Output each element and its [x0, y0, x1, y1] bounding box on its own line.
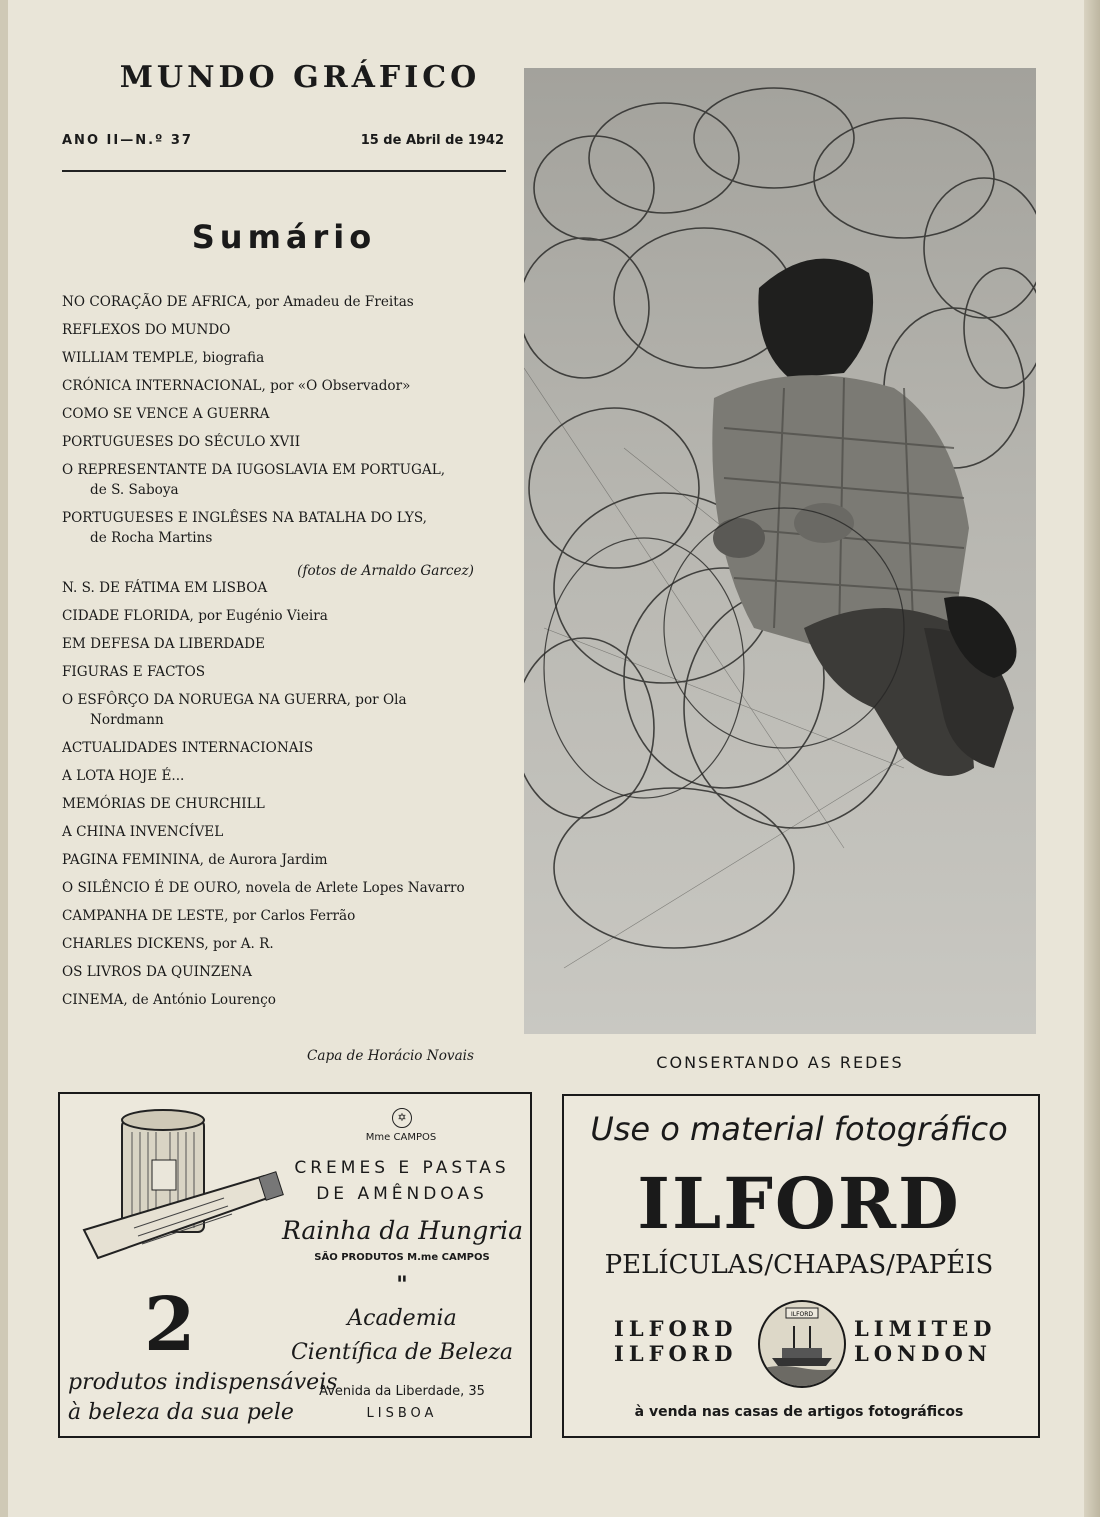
list-item: EM DEFESA DA LIBERDADE	[62, 636, 265, 652]
list-item: N. S. DE FÁTIMA EM LISBOA	[62, 580, 268, 596]
company-name-line: ILFORD	[614, 1316, 738, 1341]
issue-line	[62, 133, 504, 153]
page-edge	[1084, 0, 1100, 1517]
academy-name: Científica de Beleza	[290, 1340, 514, 1365]
list-item	[62, 690, 522, 730]
list-item: WILLIAM TEMPLE, biografia	[62, 350, 265, 366]
cover-credit: Capa de Horácio Novais	[307, 1048, 474, 1064]
list-item: PORTUGUESES DO SÉCULO XVII	[62, 434, 301, 450]
company-name-line: ILFORD	[614, 1341, 738, 1366]
company-name	[854, 1316, 997, 1366]
company-name	[614, 1316, 737, 1366]
ad-headline: DE AMÊNDOAS	[316, 1184, 488, 1204]
brand-logo: ILFORD	[637, 1162, 961, 1245]
masthead-title: MUNDO GRÁFICO	[119, 60, 481, 95]
quote-mark: "	[396, 1272, 408, 1298]
page-edge	[0, 0, 8, 1517]
issue-date: 15 de Abril de 1942	[360, 133, 504, 148]
divider	[62, 170, 506, 172]
fisherman-mending-nets-image	[524, 68, 1036, 1034]
ad-headline: CREMES E PASTAS	[294, 1158, 510, 1178]
star-emblem-icon: ✡	[392, 1108, 412, 1128]
list-item-text: PORTUGUESES E INGLÊSES NA BATALHA DO LYS,	[62, 510, 428, 526]
list-item: CRÓNICA INTERNACIONAL, por «O Observador»	[62, 378, 411, 394]
photo-caption: CONSERTANDO AS REDES	[656, 1053, 904, 1072]
ilford-advertisement	[562, 1094, 1040, 1438]
company-name-line: LIMITED	[854, 1316, 997, 1341]
issue-number: ANO II—N.º 37	[62, 133, 193, 148]
list-item-author: de Rocha Martins	[90, 530, 213, 546]
list-item-text: O REPRESENTANTE DA IUGOSLAVIA EM PORTUGAL,	[62, 462, 446, 478]
list-item: A LOTA HOJE É...	[62, 768, 185, 784]
list-item	[62, 460, 522, 500]
brand-name: Mme CAMPOS	[365, 1132, 437, 1143]
list-item: CAMPANHA DE LESTE, por Carlos Ferrão	[62, 908, 356, 924]
list-item-author: de S. Saboya	[90, 482, 179, 498]
list-item: CINEMA, de António Lourenço	[62, 992, 276, 1008]
address: Avenida da Liberdade, 35	[319, 1384, 485, 1399]
cream-jar-and-tube-illustration	[74, 1106, 284, 1266]
list-item: O SILÊNCIO É DE OURO, novela de Arlete Lopes Navarro	[62, 880, 465, 896]
seal-label: ILFORD	[790, 1311, 814, 1318]
list-item: ACTUALIDADES INTERNACIONAIS	[62, 740, 314, 756]
list-item: A CHINA INVENCÍVEL	[62, 824, 224, 840]
list-item	[62, 508, 522, 548]
list-item: NO CORAÇÃO DE AFRICA, por Amadeu de Freitas	[62, 294, 414, 310]
table-of-contents	[62, 292, 522, 1018]
list-item: REFLEXOS DO MUNDO	[62, 322, 231, 338]
list-item: COMO SE VENCE A GUERRA	[62, 406, 270, 422]
photo-credit: (fotos de Arnaldo Garcez)	[297, 563, 474, 579]
campos-advertisement	[58, 1092, 532, 1438]
availability-note: à venda nas casas de artigos fotográficos	[634, 1404, 964, 1420]
company-name-line: LONDON	[854, 1341, 992, 1366]
list-item: CIDADE FLORIDA, por Eugénio Vieira	[62, 608, 328, 624]
list-item: OS LIVROS DA QUINZENA	[62, 964, 252, 980]
list-item: MEMÓRIAS DE CHURCHILL	[62, 796, 265, 812]
list-item-text: O ESFÔRÇO DA NORUEGA NA GUERRA, por Ola	[62, 692, 407, 708]
city: LISBOA	[366, 1406, 438, 1421]
list-item-author: Nordmann	[90, 712, 164, 728]
cover-photo	[524, 68, 1036, 1034]
summary-heading: Sumário	[191, 218, 377, 256]
slogan-line: produtos indispensáveis	[68, 1370, 338, 1395]
list-item: CHARLES DICKENS, por A. R.	[62, 936, 274, 952]
ship-seal-icon	[758, 1300, 846, 1388]
slogan-line: à beleza da sua pele	[68, 1400, 294, 1425]
list-item: PAGINA FEMININA, de Aurora Jardim	[62, 852, 328, 868]
two-products-number: 2	[144, 1282, 196, 1368]
academy-name: Academia	[347, 1306, 457, 1331]
product-name: Rainha da Hungria	[282, 1216, 524, 1245]
produced-by: SÃO PRODUTOS M.me CAMPOS	[314, 1252, 490, 1263]
product-list: PELÍCULAS/CHAPAS/PAPÉIS	[604, 1250, 994, 1280]
ad-headline: Use o material fotográfico	[590, 1110, 1008, 1148]
list-item: FIGURAS E FACTOS	[62, 664, 206, 680]
